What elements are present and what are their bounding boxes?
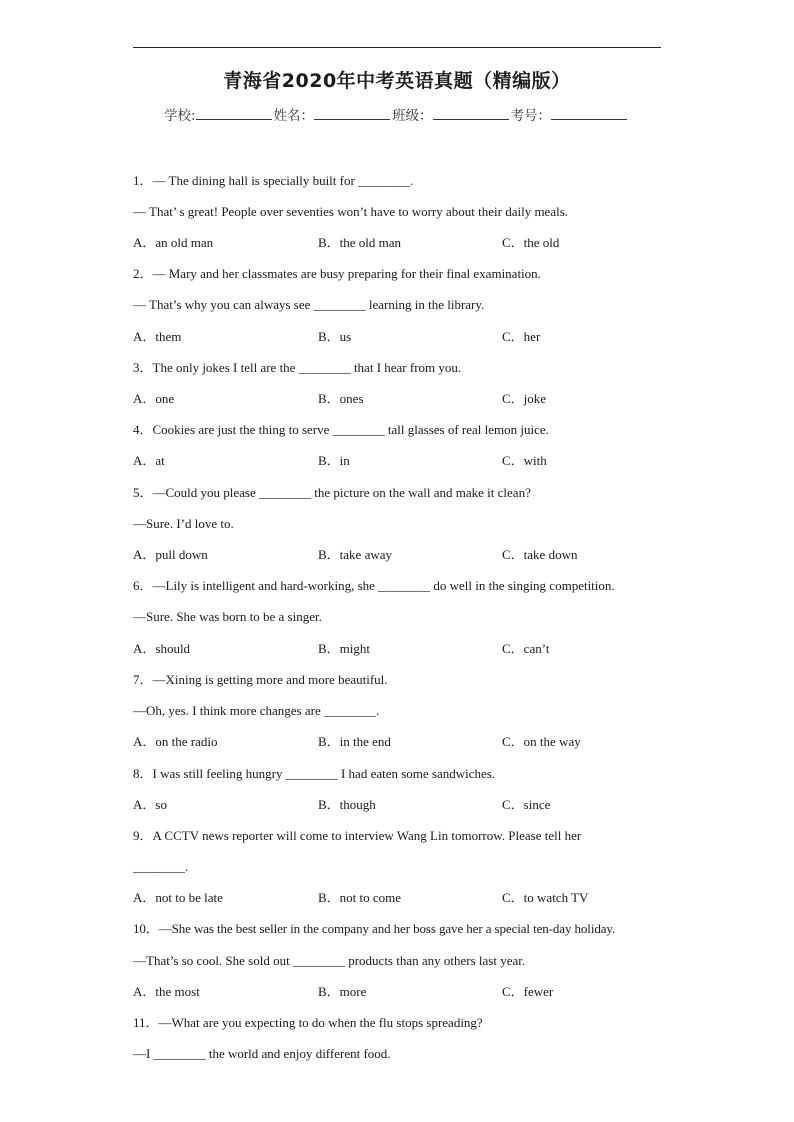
question-5-option-b[interactable]: B．take away <box>318 547 393 562</box>
question-6-option-a[interactable]: A．should <box>133 641 191 656</box>
name-blank[interactable] <box>314 106 390 120</box>
question-7-line-2: —Oh, yes. I think more changes are ________. <box>133 703 380 718</box>
question-6-option-c[interactable]: C．can’t <box>502 641 550 656</box>
question-8-option-b[interactable]: B．though <box>318 797 376 812</box>
page-title: 青海省2020年中考英语真题（精编版） <box>223 70 571 92</box>
question-10-line-1: 10．—She was the best seller in the company and her boss gave her a special ten-day holiday. <box>133 921 616 936</box>
question-2-option-b[interactable]: B．us <box>318 329 352 344</box>
question-4-line-1: 4．Cookies are just the thing to serve ________ tall glasses of real lemon juice. <box>133 422 549 437</box>
exam-number-blank[interactable] <box>551 106 627 120</box>
question-4-option-c[interactable]: C．with <box>502 453 547 468</box>
question-4-option-b[interactable]: B．in <box>318 453 350 468</box>
question-8-line-1: 8．I was still feeling hungry ________ I had eaten some sandwiches. <box>133 766 496 781</box>
question-3-option-b[interactable]: B．ones <box>318 391 364 406</box>
question-9-line-1: 9．A CCTV news reporter will come to interview Wang Lin tomorrow. Please tell her <box>133 828 582 843</box>
student-info-line <box>164 104 629 124</box>
question-6-line-1: 6．—Lily is intelligent and hard-working, she ________ do well in the singing competition. <box>133 578 615 593</box>
question-8-option-a[interactable]: A．so <box>133 797 167 812</box>
question-7-option-c[interactable]: C．on the way <box>502 734 581 749</box>
question-2-option-c[interactable]: C．her <box>502 329 541 344</box>
question-9-option-b[interactable]: B．not to come <box>318 890 402 905</box>
question-7-option-a[interactable]: A．on the radio <box>133 734 218 749</box>
question-9-option-a[interactable]: A．not to be late <box>133 890 223 905</box>
question-5-option-a[interactable]: A．pull down <box>133 547 208 562</box>
question-2-line-2: — That’s why you can always see ________ learning in the library. <box>133 297 485 312</box>
question-7-line-1: 7．—Xining is getting more and more beautiful. <box>133 672 388 687</box>
question-5-option-c[interactable]: C．take down <box>502 547 578 562</box>
header-rule <box>133 47 661 48</box>
question-9-line-2: ________. <box>133 859 189 874</box>
question-5-line-1: 5．—Could you please ________ the picture on the wall and make it clean? <box>133 485 531 500</box>
question-1-option-a[interactable]: A．an old man <box>133 235 214 250</box>
question-4-option-a[interactable]: A．at <box>133 453 165 468</box>
class-label: 班级： <box>392 108 433 124</box>
question-3-option-c[interactable]: C．joke <box>502 391 547 406</box>
question-6-option-b[interactable]: B．might <box>318 641 371 656</box>
question-11-line-2: —I ________ the world and enjoy different food. <box>133 1046 391 1061</box>
question-2-option-a[interactable]: A．them <box>133 329 182 344</box>
name-label: 姓名： <box>273 108 315 124</box>
question-8-option-c[interactable]: C．since <box>502 797 551 812</box>
question-10-line-2: —That’s so cool. She sold out ________ products than any others last year. <box>133 953 526 968</box>
question-11-line-1: 11．—What are you expecting to do when the flu stops spreading? <box>133 1015 483 1030</box>
question-1-option-b[interactable]: B．the old man <box>318 235 402 250</box>
question-3-line-1: 3．The only jokes I tell are the ________ that I hear from you. <box>133 360 462 375</box>
question-1-line-1: 1．— The dining hall is specially built for ________. <box>133 173 414 188</box>
question-7-option-b[interactable]: B．in the end <box>318 734 391 749</box>
question-1-line-2: — That’ s great! People over seventies won’t have to worry about their daily meals. <box>133 204 569 219</box>
school-label: 学校: <box>164 108 196 124</box>
exam-number-label: 考号： <box>510 108 552 124</box>
question-5-line-2: —Sure. I’d love to. <box>133 516 234 531</box>
question-10-option-a[interactable]: A．the most <box>133 984 200 999</box>
question-6-line-2: —Sure. She was born to be a singer. <box>133 609 322 624</box>
class-blank[interactable] <box>433 106 509 120</box>
question-3-option-a[interactable]: A．one <box>133 391 175 406</box>
question-1-option-c[interactable]: C．the old <box>502 235 560 250</box>
question-2-line-1: 2．— Mary and her classmates are busy preparing for their final examination. <box>133 266 541 281</box>
question-9-option-c[interactable]: C．to watch TV <box>502 890 589 905</box>
school-blank[interactable] <box>196 106 272 120</box>
question-10-option-c[interactable]: C．fewer <box>502 984 554 999</box>
question-10-option-b[interactable]: B．more <box>318 984 367 999</box>
